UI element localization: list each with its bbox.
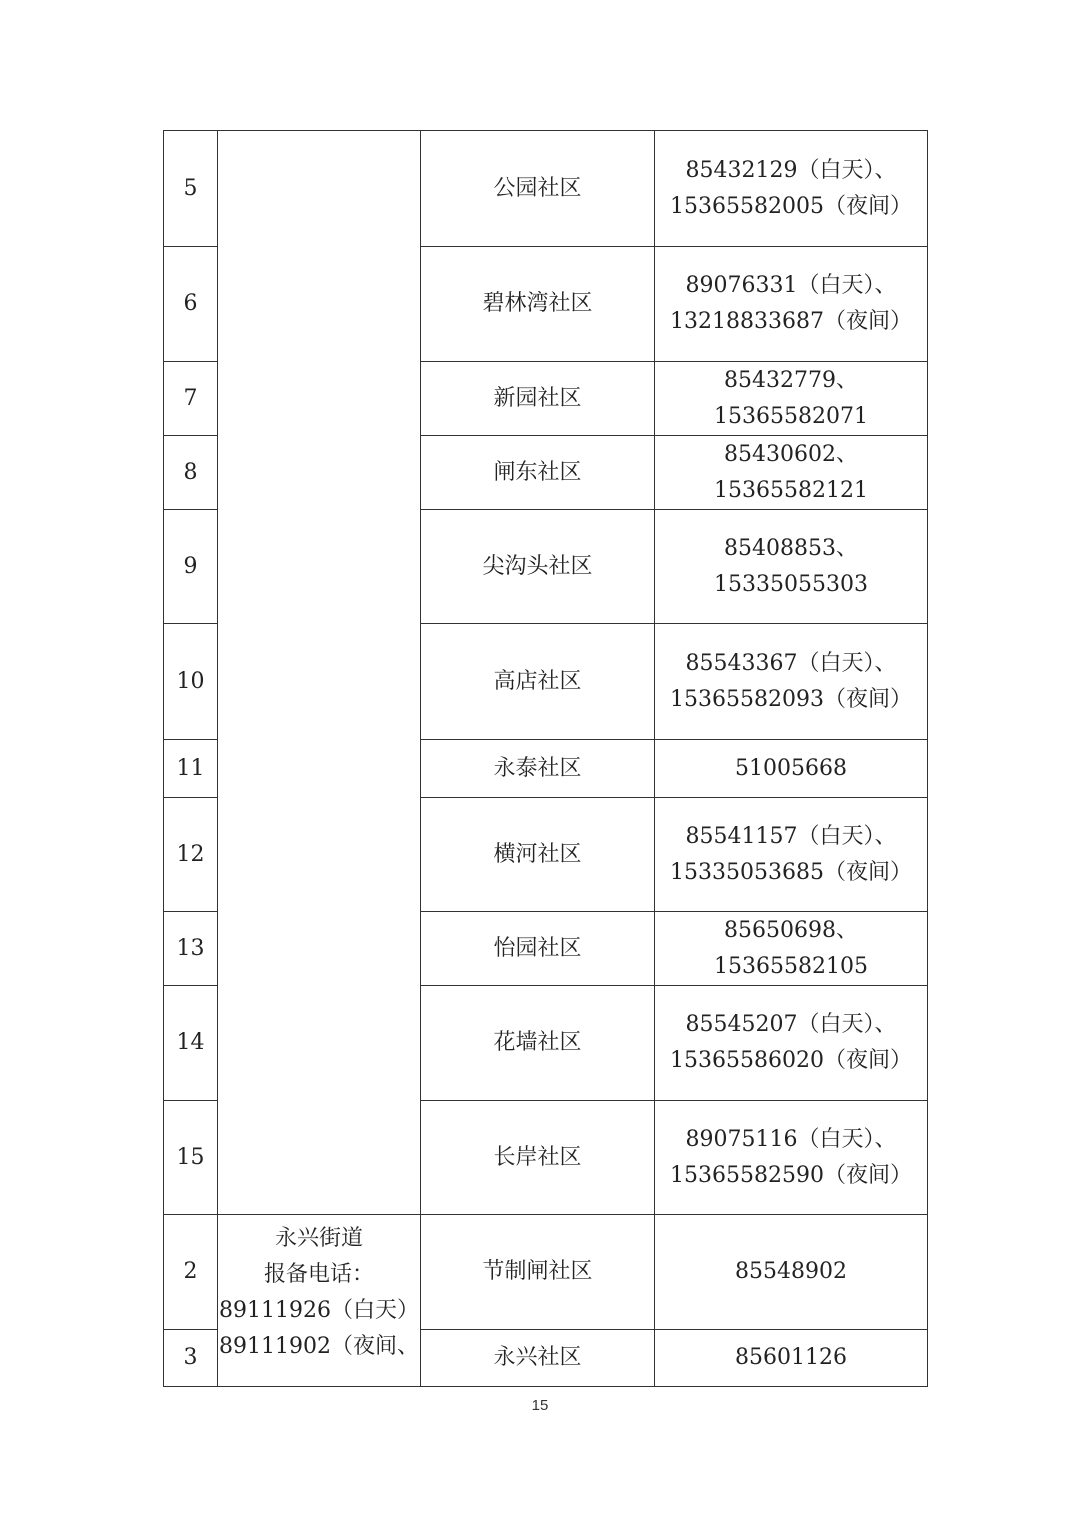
community-name: 横河社区 — [421, 798, 655, 912]
row-number: 5 — [164, 131, 218, 247]
phone-line: 51005668 — [735, 755, 847, 781]
phone-line: 15365586020（夜间） — [670, 1048, 912, 1073]
community-name: 高店社区 — [421, 624, 655, 740]
street-phone-day: 89111926（白天） — [219, 1298, 419, 1323]
phone-line: 85430602、 — [724, 441, 858, 467]
row-number: 7 — [164, 362, 218, 436]
phone-cell — [655, 247, 928, 362]
phone-line: 85650698、 — [724, 917, 858, 943]
row-number: 14 — [164, 986, 218, 1101]
row-number: 10 — [164, 624, 218, 740]
phone-line: 89076331（白天）、 — [685, 273, 897, 298]
row-number: 6 — [164, 247, 218, 362]
community-name: 长岸社区 — [421, 1101, 655, 1215]
phone-line: 15365582121 — [714, 477, 868, 503]
row-number: 2 — [164, 1215, 218, 1330]
phone-line: 15365582093（夜间） — [670, 686, 912, 712]
phone-line: 85432129（白天）、 — [685, 157, 897, 183]
community-name: 公园社区 — [421, 131, 655, 247]
row-number: 8 — [164, 436, 218, 510]
community-name: 永泰社区 — [421, 740, 655, 798]
community-name: 碧林湾社区 — [421, 247, 655, 362]
phone-cell — [655, 1101, 928, 1215]
row-number: 15 — [164, 1101, 218, 1215]
phone-cell — [655, 798, 928, 912]
community-name: 永兴社区 — [421, 1330, 655, 1387]
street-phone-night: 89111902（夜间、 — [219, 1334, 419, 1359]
row-number: 3 — [164, 1330, 218, 1387]
community-contact-table — [163, 130, 928, 1387]
phone-line: 85408853、 — [724, 535, 858, 561]
phone-cell — [655, 740, 928, 798]
phone-line: 15335055303 — [714, 571, 868, 597]
community-name: 怡园社区 — [421, 912, 655, 986]
community-name: 尖沟头社区 — [421, 510, 655, 624]
street-cell — [218, 1215, 421, 1387]
phone-line: 85548902 — [735, 1259, 847, 1284]
community-name: 新园社区 — [421, 362, 655, 436]
phone-line: 89075116（白天）、 — [685, 1126, 897, 1152]
phone-line: 15365582105 — [714, 953, 868, 979]
phone-line: 85541157（白天）、 — [685, 823, 897, 849]
phone-cell — [655, 436, 928, 510]
row-number: 12 — [164, 798, 218, 912]
phone-cell — [655, 986, 928, 1101]
phone-line: 15335053685（夜间） — [670, 859, 912, 885]
community-name: 花墙社区 — [421, 986, 655, 1101]
street-cell-blank — [218, 131, 421, 1215]
row-number: 9 — [164, 510, 218, 624]
phone-cell — [655, 1215, 928, 1330]
street-phone-label: 报备电话： — [263, 1262, 374, 1287]
table-row — [164, 131, 928, 247]
phone-cell — [655, 912, 928, 986]
phone-cell — [655, 624, 928, 740]
table-row — [164, 1215, 928, 1330]
phone-line: 15365582005（夜间） — [670, 193, 912, 219]
phone-cell — [655, 1330, 928, 1387]
phone-line: 85432779、 — [724, 367, 858, 393]
community-name: 闸东社区 — [421, 436, 655, 510]
street-name: 永兴街道 — [274, 1226, 363, 1251]
phone-line: 15365582071 — [714, 403, 868, 429]
row-number: 13 — [164, 912, 218, 986]
page-number: 15 — [531, 1397, 549, 1414]
phone-line: 15365582590（夜间） — [670, 1162, 912, 1188]
phone-line: 13218833687（夜间） — [670, 309, 912, 334]
phone-cell — [655, 362, 928, 436]
community-name: 节制闸社区 — [421, 1215, 655, 1330]
row-number: 11 — [164, 740, 218, 798]
phone-line: 85545207（白天）、 — [685, 1012, 897, 1037]
phone-cell — [655, 131, 928, 247]
phone-line: 85601126 — [735, 1345, 847, 1370]
phone-line: 85543367（白天）、 — [685, 650, 897, 676]
phone-cell — [655, 510, 928, 624]
